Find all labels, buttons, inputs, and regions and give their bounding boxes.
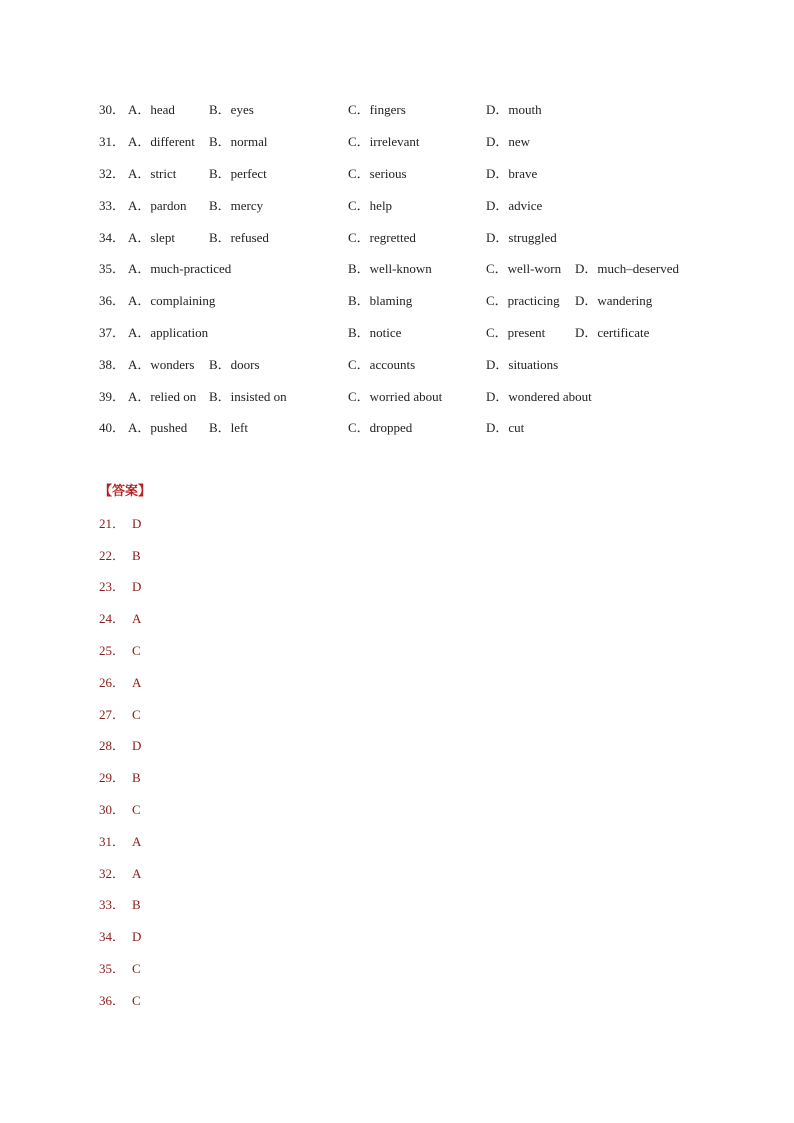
option-c: C．worried about bbox=[348, 389, 443, 404]
question-row bbox=[0, 292, 794, 310]
answer-value: C bbox=[132, 961, 141, 976]
question-number: 40． bbox=[99, 420, 126, 435]
answer-value: B bbox=[132, 548, 141, 563]
answer-number: 34． bbox=[99, 929, 126, 944]
question-row bbox=[0, 388, 794, 406]
answer-row bbox=[99, 865, 141, 883]
option-d: D．struggled bbox=[486, 230, 557, 245]
question-number: 35． bbox=[99, 261, 126, 276]
option-d: D．certificate bbox=[575, 325, 650, 340]
answer-row bbox=[99, 896, 141, 914]
answer-number: 28． bbox=[99, 738, 126, 753]
answer-number: 23． bbox=[99, 579, 126, 594]
question-row bbox=[0, 260, 794, 278]
option-b: B．doors bbox=[209, 357, 260, 372]
option-a: A．pushed bbox=[128, 420, 188, 435]
question-row bbox=[0, 419, 794, 437]
answer-number: 29． bbox=[99, 770, 126, 785]
option-b: B．refused bbox=[209, 230, 269, 245]
option-b: B．insisted on bbox=[209, 389, 287, 404]
question-row bbox=[0, 229, 794, 247]
option-c: C．fingers bbox=[348, 102, 406, 117]
answer-number: 30． bbox=[99, 802, 126, 817]
answer-value: D bbox=[132, 516, 142, 531]
option-c: C．well-worn bbox=[486, 261, 562, 276]
answer-value: C bbox=[132, 802, 141, 817]
option-b: B．perfect bbox=[209, 166, 267, 181]
question-row bbox=[0, 133, 794, 151]
answer-row bbox=[99, 515, 141, 533]
option-b: B．left bbox=[209, 420, 248, 435]
answer-number: 33． bbox=[99, 897, 126, 912]
option-c: C．accounts bbox=[348, 357, 416, 372]
answer-number: 24． bbox=[99, 611, 126, 626]
option-c: C．regretted bbox=[348, 230, 416, 245]
option-d: D．cut bbox=[486, 420, 525, 435]
answer-row bbox=[99, 547, 141, 565]
answer-row bbox=[99, 642, 141, 660]
answer-row bbox=[99, 801, 141, 819]
option-a: A．head bbox=[128, 102, 175, 117]
answer-row bbox=[99, 737, 141, 755]
option-c: C．present bbox=[486, 325, 546, 340]
question-number: 39． bbox=[99, 389, 126, 404]
option-d: D．brave bbox=[486, 166, 538, 181]
option-a: A．relied on bbox=[128, 389, 197, 404]
option-d: D．much–deserved bbox=[575, 261, 679, 276]
answer-number: 26． bbox=[99, 675, 126, 690]
answer-number: 27． bbox=[99, 707, 126, 722]
answer-number: 35． bbox=[99, 961, 126, 976]
question-row bbox=[0, 324, 794, 342]
answer-value: B bbox=[132, 770, 141, 785]
answer-number: 32． bbox=[99, 866, 126, 881]
answer-row bbox=[99, 833, 141, 851]
option-b: B．notice bbox=[348, 325, 402, 340]
question-number: 34． bbox=[99, 230, 126, 245]
option-c: C．irrelevant bbox=[348, 134, 420, 149]
answers-heading: 【答案】 bbox=[99, 484, 152, 499]
answer-value: D bbox=[132, 929, 142, 944]
answer-number: 25． bbox=[99, 643, 126, 658]
answer-value: A bbox=[132, 834, 142, 849]
option-d: D．mouth bbox=[486, 102, 542, 117]
option-a: A．complaining bbox=[128, 293, 216, 308]
option-d: D．wandering bbox=[575, 293, 653, 308]
answer-value: D bbox=[132, 738, 142, 753]
option-d: D．advice bbox=[486, 198, 543, 213]
answer-number: 22． bbox=[99, 548, 126, 563]
question-row bbox=[0, 356, 794, 374]
option-d: D．new bbox=[486, 134, 531, 149]
answer-number: 21． bbox=[99, 516, 126, 531]
answer-value: C bbox=[132, 643, 141, 658]
answer-row bbox=[99, 610, 141, 628]
option-a: A．much-practiced bbox=[128, 261, 232, 276]
answer-value: C bbox=[132, 993, 141, 1008]
answer-row bbox=[99, 578, 141, 596]
option-b: B．blaming bbox=[348, 293, 413, 308]
option-c: C．dropped bbox=[348, 420, 413, 435]
answer-row bbox=[99, 769, 141, 787]
question-number: 31． bbox=[99, 134, 126, 149]
option-b: B．normal bbox=[209, 134, 268, 149]
answer-value: B bbox=[132, 897, 141, 912]
option-b: B．mercy bbox=[209, 198, 264, 213]
question-row bbox=[0, 101, 794, 119]
question-number: 33． bbox=[99, 198, 126, 213]
option-b: B．well-known bbox=[348, 261, 432, 276]
question-number: 32． bbox=[99, 166, 126, 181]
option-a: A．strict bbox=[128, 166, 177, 181]
option-a: A．slept bbox=[128, 230, 175, 245]
answer-row bbox=[99, 674, 141, 692]
question-row bbox=[0, 197, 794, 215]
answer-value: A bbox=[132, 675, 142, 690]
option-c: C．practicing bbox=[486, 293, 560, 308]
answer-value: A bbox=[132, 611, 142, 626]
question-number: 38． bbox=[99, 357, 126, 372]
question-number: 37． bbox=[99, 325, 126, 340]
option-a: A．different bbox=[128, 134, 195, 149]
answer-value: A bbox=[132, 866, 142, 881]
option-d: D．wondered about bbox=[486, 389, 592, 404]
option-c: C．serious bbox=[348, 166, 407, 181]
answer-row bbox=[99, 960, 141, 978]
option-a: A．application bbox=[128, 325, 209, 340]
option-a: A．wonders bbox=[128, 357, 195, 372]
answer-number: 31． bbox=[99, 834, 126, 849]
answer-row bbox=[99, 928, 141, 946]
answer-value: D bbox=[132, 579, 142, 594]
option-b: B．eyes bbox=[209, 102, 254, 117]
answer-value: C bbox=[132, 707, 141, 722]
question-number: 36． bbox=[99, 293, 126, 308]
option-c: C．help bbox=[348, 198, 393, 213]
question-number: 30． bbox=[99, 102, 126, 117]
answer-number: 36． bbox=[99, 993, 126, 1008]
answer-row bbox=[99, 992, 141, 1010]
option-a: A．pardon bbox=[128, 198, 187, 213]
question-row bbox=[0, 165, 794, 183]
option-d: D．situations bbox=[486, 357, 559, 372]
answer-row bbox=[99, 706, 141, 724]
